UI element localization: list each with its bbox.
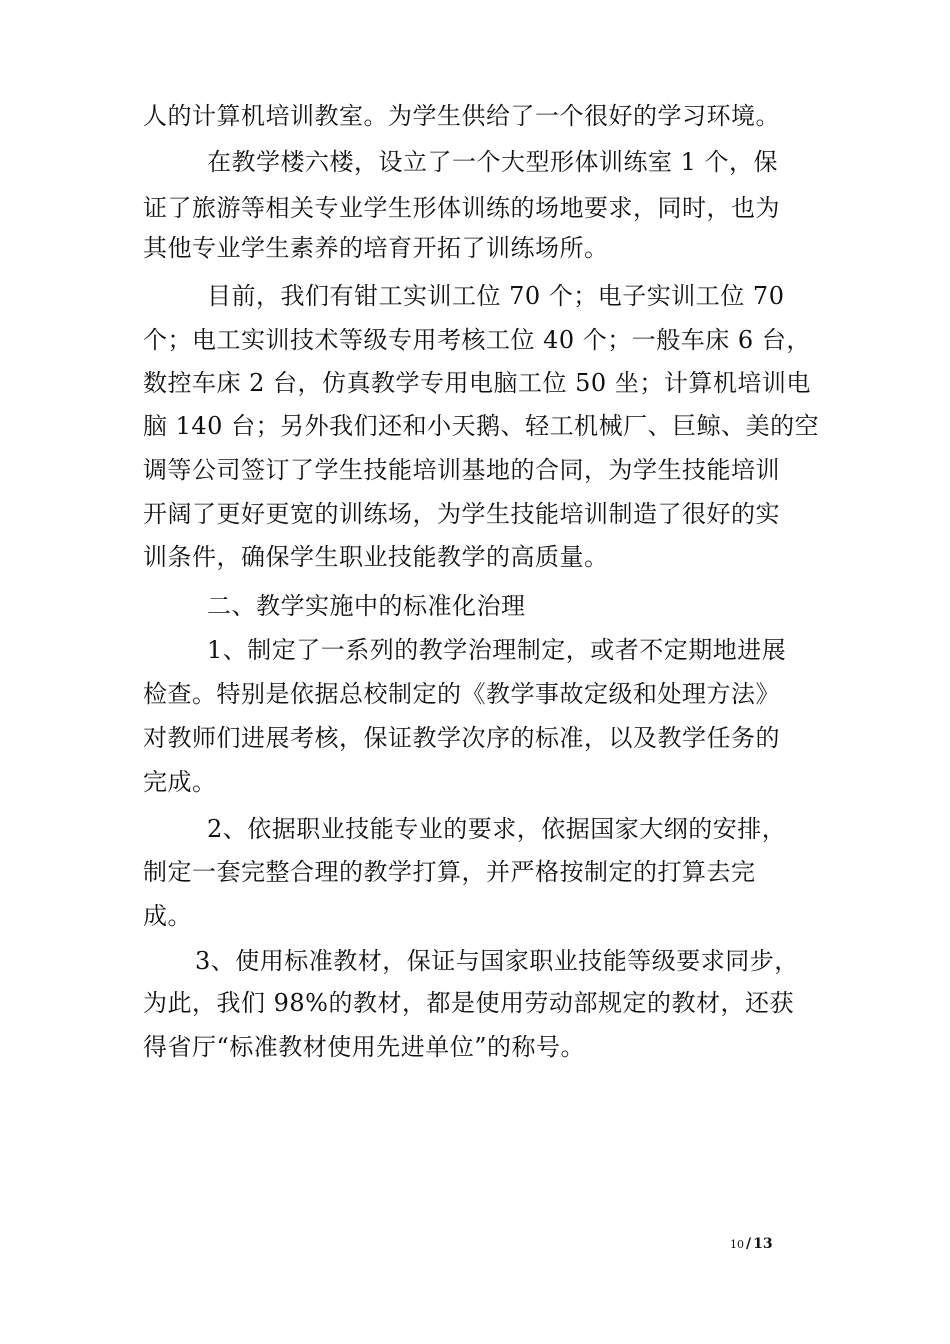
text-line: 1、制定了一系列的教学治理制定，或者不定期地进展 xyxy=(207,636,787,664)
text-line: 训条件，确保学生职业技能教学的高质量。 xyxy=(143,543,609,571)
total-pages-number: 13 xyxy=(753,1236,773,1252)
text-line: 得省厅“标准教材使用先进单位”的称号。 xyxy=(143,1033,586,1061)
text-line: 人的计算机培训教室。为学生供给了一个很好的学习环境。 xyxy=(143,102,780,130)
text-line: 目前，我们有钳工实训工位 70 个；电子实训工位 70 xyxy=(207,282,785,310)
text-line: 在教学楼六楼，设立了一个大型形体训练室 1 个，保 xyxy=(207,148,779,176)
page-separator: / xyxy=(746,1236,752,1252)
text-line: 脑 140 台；另外我们还和小天鹅、轻工机械厂、巨鲸、美的空 xyxy=(143,412,820,440)
text-line: 对教师们进展考核，保证教学次序的标准，以及教学任务的 xyxy=(143,724,780,752)
text-line: 成。 xyxy=(143,902,192,930)
text-line: 3、使用标准教材，保证与国家职业技能等级要求同步， xyxy=(195,947,799,975)
text-line: 个；电工实训技术等级专用考核工位 40 个；一般车床 6 台， xyxy=(143,326,811,354)
text-line: 调等公司签订了学生技能培训基地的合同，为学生技能培训 xyxy=(143,456,780,484)
text-line: 数控车床 2 台，仿真教学专用电脑工位 50 坐；计算机培训电 xyxy=(143,369,811,397)
text-line: 2、依据职业技能专业的要求，依据国家大纲的安排， xyxy=(207,815,787,843)
current-page-number: 10 xyxy=(730,1238,744,1251)
text-line: 开阔了更好更宽的训练场，为学生技能培训制造了很好的实 xyxy=(143,500,780,528)
section-heading: 二、教学实施中的标准化治理 xyxy=(207,592,526,620)
page-number xyxy=(730,1233,773,1252)
text-line: 检查。特别是依据总校制定的《教学事故定级和处理方法》 xyxy=(143,680,780,708)
text-line: 为此，我们 98%的教材，都是使用劳动部规定的教材，还获 xyxy=(143,989,794,1017)
text-line: 证了旅游等相关专业学生形体训练的场地要求，同时，也为 xyxy=(143,194,780,222)
text-line: 其他专业学生素养的培育开拓了训练场所。 xyxy=(143,234,609,262)
text-line: 制定一套完整合理的教学打算，并严格按制定的打算去完 xyxy=(143,858,756,886)
text-line: 完成。 xyxy=(143,768,217,796)
